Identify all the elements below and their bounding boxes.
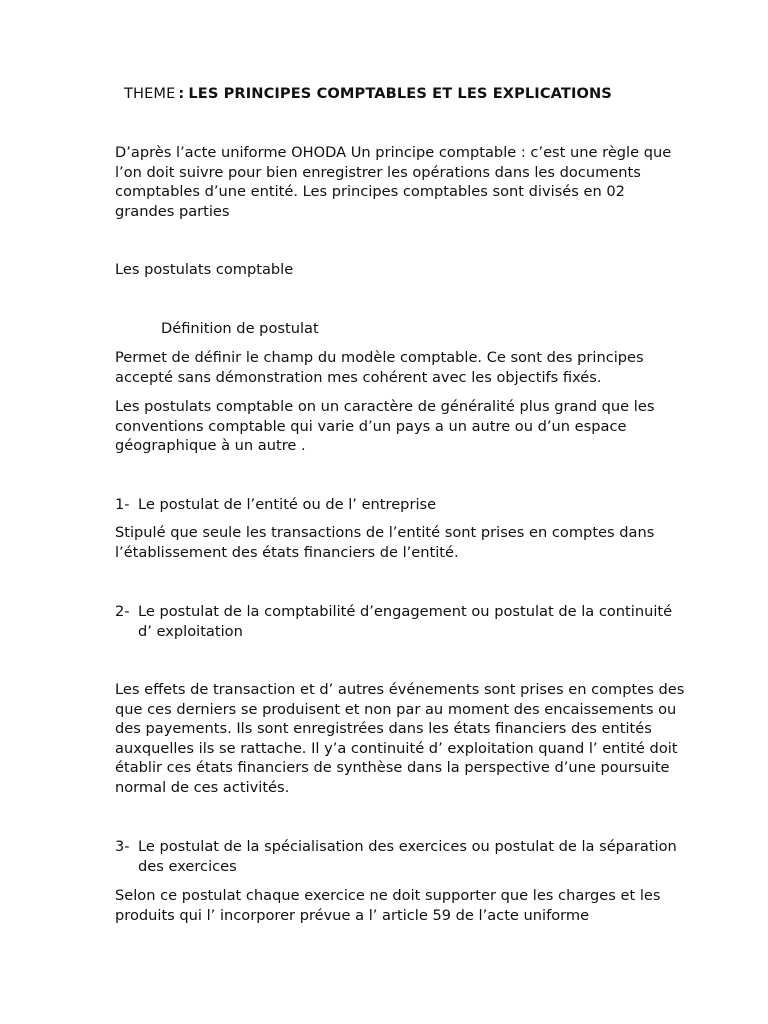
list-title-2: Le postulat de la comptabilité d’engagement ou postulat de la continuité d’ exploitation <box>138 603 673 640</box>
definition-heading: Définition de postulat <box>161 320 319 337</box>
document-title <box>124 84 612 104</box>
list-item-1 <box>115 495 685 515</box>
section-heading-postulats: Les postulats comptable <box>115 261 294 278</box>
list-item-3 <box>115 837 685 876</box>
intro-paragraph: D’après l’acte uniforme OHODA Un principe comptable : c’est une règle que l’on doit suivre pour bien enregistrer les opérations dans les documents comptables d’une entité. Les principes comptables sont divisés en 02 grandes parties <box>115 144 672 220</box>
theme-label: THEME <box>124 85 176 102</box>
item-3-paragraph: Selon ce postulat chaque exercice ne doit supporter que les charges et les produits qui l’ incorporer prévue a l’ article 59 de l’acte uniforme <box>115 887 661 924</box>
theme-heading: LES PRINCIPES COMPTABLES ET LES EXPLICATIONS <box>188 85 612 102</box>
list-number-2: 2- <box>115 603 130 620</box>
theme-colon: : <box>178 85 185 102</box>
list-number-1: 1- <box>115 496 130 513</box>
definition-paragraph-2: Les postulats comptable on un caractère de généralité plus grand que les conventions comptable qui varie d’un pays a un autre ou d’un espace géographique à un autre . <box>115 398 655 455</box>
item-2-paragraph: Les effets de transaction et d’ autres événements sont prises en comptes des que ces derniers se produisent et non par au moment des encaissements ou des payements. Ils sont enregistrées dans les états financiers des entités auxquelles ils se rattache. Il y’a continuité d’ exploitation quand l’ entité doit établir ces états financiers de synthèse dans la perspective d’une poursuite normal de ces activités. <box>115 681 685 796</box>
item-1-paragraph: Stipulé que seule les transactions de l’entité sont prises en comptes dans l’établissement des états financiers de l’entité. <box>115 524 655 561</box>
list-title-1: Le postulat de l’entité ou de l’ entreprise <box>138 496 437 513</box>
definition-paragraph-1: Permet de définir le champ du modèle comptable. Ce sont des principes accepté sans démonstration mes cohérent avec les objectifs fixés. <box>115 349 644 386</box>
list-number-3: 3- <box>115 838 130 855</box>
list-title-3: Le postulat de la spécialisation des exercices ou postulat de la séparation des exercices <box>138 838 677 875</box>
list-item-2 <box>115 602 685 641</box>
